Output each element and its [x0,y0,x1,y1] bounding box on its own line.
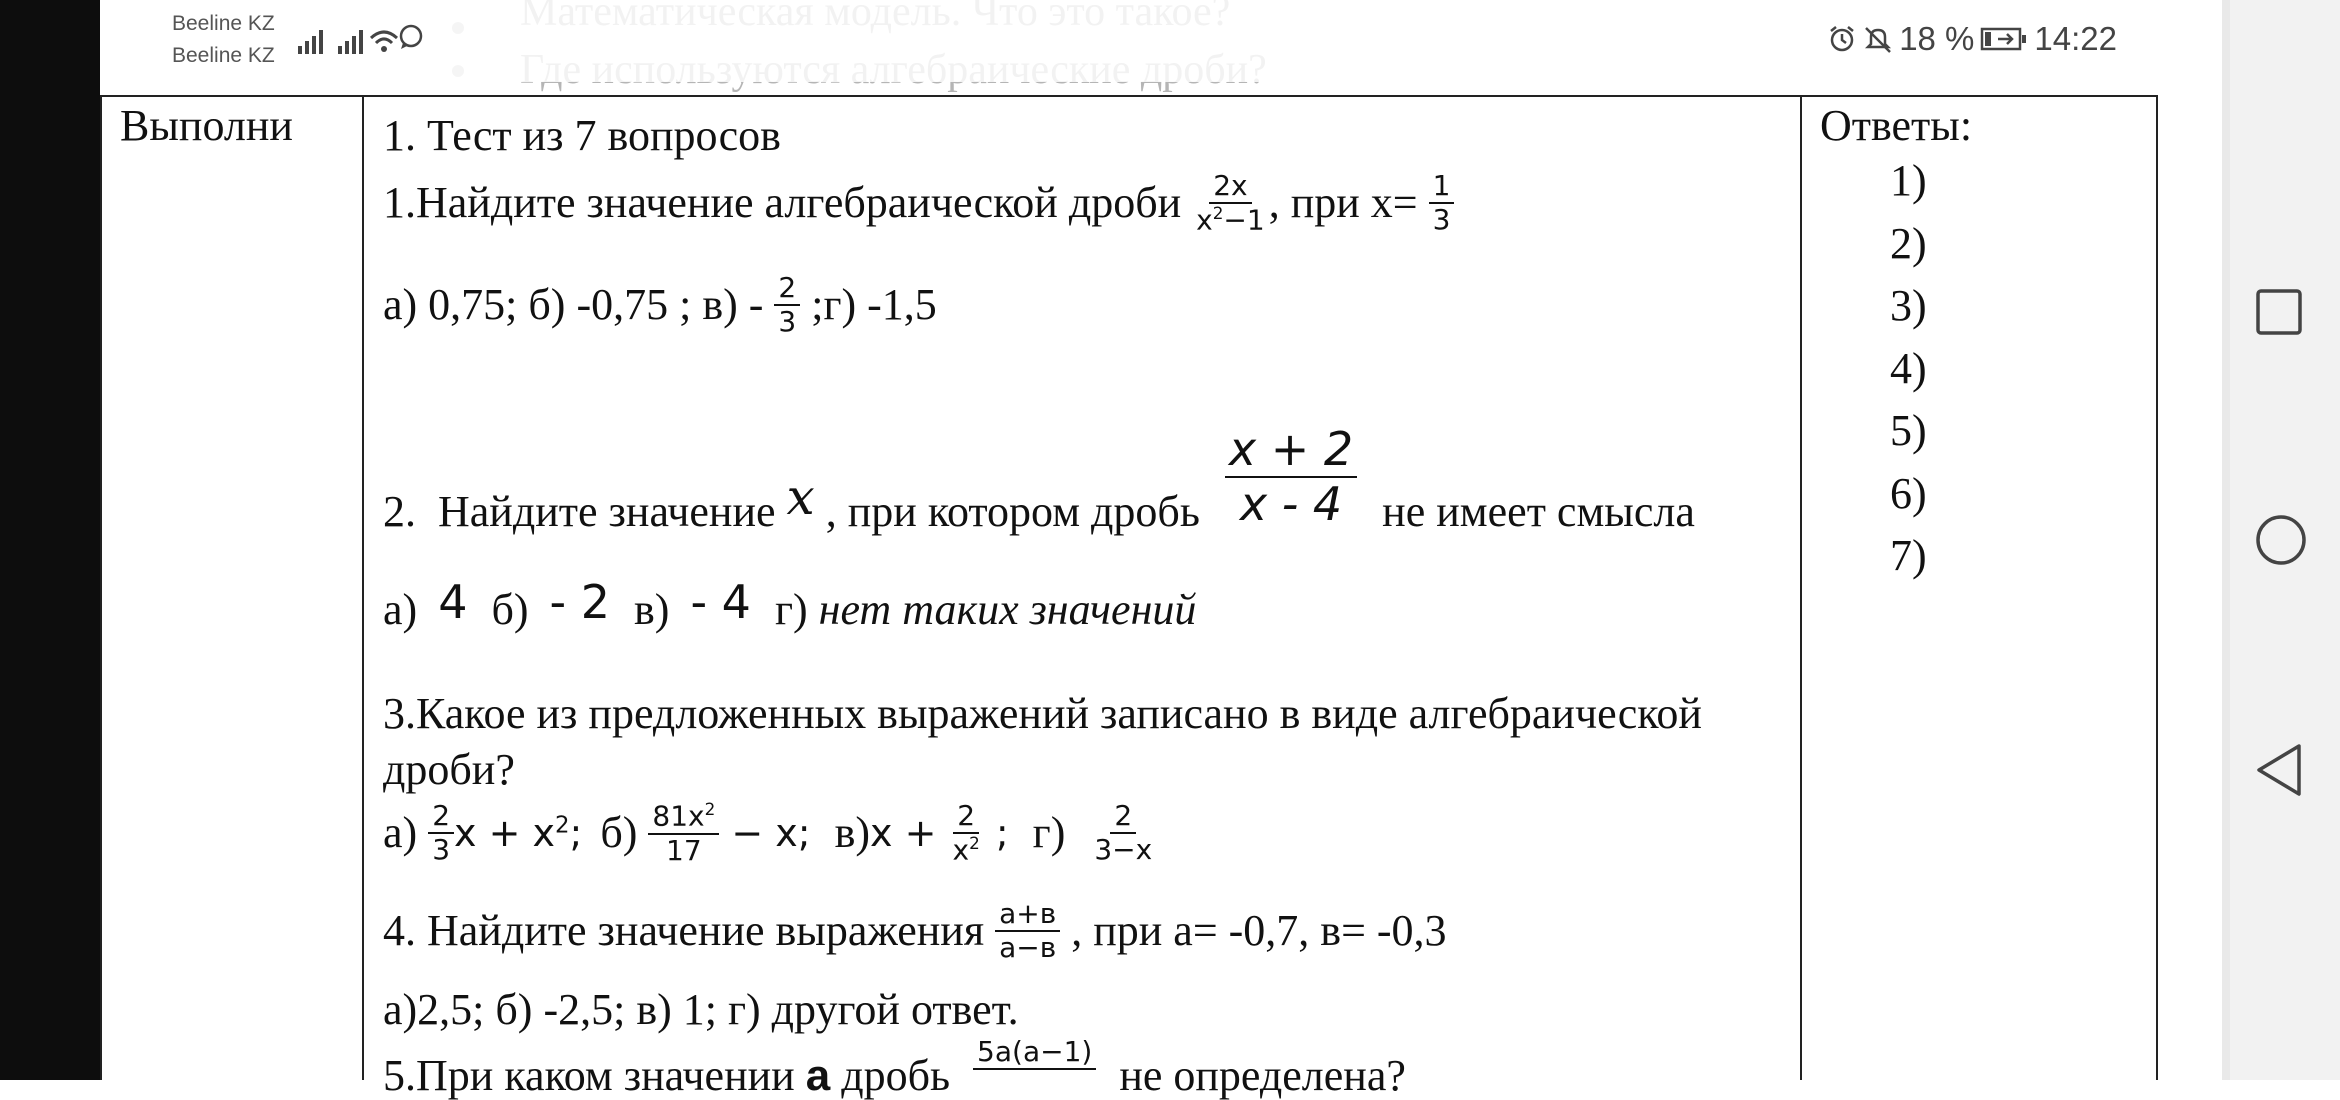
q4-fraction [995,898,1060,964]
signal-icon [298,30,323,54]
q3-b-tail: − x; [719,811,811,856]
q2-opt-c-value: - 4 [690,575,751,629]
answers-list [1890,155,1927,593]
q2-opt-b-value: - 2 [549,575,611,629]
q3-c-num: 2 [953,800,979,834]
q1-opt-den: 3 [778,305,797,339]
status-bar [100,0,2222,82]
status-right-group [1827,20,2117,58]
question-3-options [383,800,1156,867]
question-2 [383,420,1695,534]
q4-text-after: , при а= -0,7, в= -0,3 [1060,906,1447,956]
q1-den-base: x [1196,203,1213,237]
column-header-task: Выполни [120,101,293,150]
q3-c-end: ; [983,811,1009,856]
mute-icon [1863,24,1893,54]
q3-b-label: б) [600,808,649,858]
test-title: 1. Тест из 7 вопросов [383,111,781,160]
q3-a-den: 3 [432,833,451,867]
alarm-icon [1827,24,1857,54]
q3-b-fraction [648,800,719,867]
question-2-options [383,572,1196,632]
answer-slot: 6) [1890,468,1927,518]
question-1-options [383,272,937,338]
q3-b-num-base: 81x [652,799,705,833]
q2-opt-d-value: нет таких значений [818,585,1197,634]
q2-text-after: не имеет смысла [1371,487,1695,536]
clock-time: 14:22 [2034,20,2117,57]
recents-square-icon[interactable] [2255,288,2303,336]
wifi-icon [368,26,400,56]
q3-d-label: г) [1032,808,1077,858]
table-top-border [100,95,2158,97]
answer-slot: 3) [1890,281,1927,330]
q2-text-mid: , при котором дробь [814,487,1211,536]
q2-frac-den: x - 4 [1239,477,1343,531]
q5-text: 5.При каком значении [383,1051,806,1100]
question-5 [383,1036,1406,1098]
q1-text: 1.Найдите значение алгебраической дроби [383,178,1193,228]
table-right-border [2156,95,2158,1080]
q3-c-head: x + [870,811,949,856]
q3-b-num [648,800,719,835]
left-system-bar [0,0,100,1080]
q2-text: 2. Найдите значение [383,487,787,536]
table-left-border [100,95,102,1080]
answer-slot: 1) [1890,156,1927,205]
q5-frac-num: 5а(а−1) [973,1036,1096,1070]
answer-slot: 7) [1890,531,1927,580]
q3-d-den: 3−x [1094,833,1153,867]
q1-opt-num: 2 [774,272,800,306]
q1-text-mid: , при x= [1268,178,1429,228]
question-4-options: а)2,5; б) -2,5; в) 1; г) другой ответ. [383,985,1019,1034]
q3-a-fraction [428,800,454,866]
q3-b-num-exp: 2 [704,799,716,819]
q2-opt-a-value: 4 [438,575,468,629]
q5-variable: а [805,1051,831,1100]
q3-d-num: 2 [1110,800,1136,834]
navigation-bar [2230,0,2340,1080]
answer-slot: 4) [1890,343,1927,393]
home-circle-icon[interactable] [2255,514,2307,566]
q2-frac-num: x + 2 [1225,423,1357,478]
answer-slot: 5) [1890,406,1927,455]
q3-c-den-exp: 2 [969,833,980,854]
carrier-label-1: Beeline KZ [172,12,275,35]
carrier-label-2: Beeline KZ [172,44,275,67]
battery-charging-icon [1980,26,2028,52]
q1-fraction [1192,170,1269,237]
q3-c-den-base: x [952,833,970,867]
q3-a-num: 2 [428,800,454,834]
q1-x-num: 1 [1429,170,1455,204]
question-3-line-1: 3.Какое из предложенных выражений записано в виде алгебраической [383,689,1702,738]
q1-den-exp: 2 [1212,203,1224,224]
q1-options-text: а) 0,75; б) -0,75 ; в) - [383,280,775,330]
q2-fraction [1225,423,1357,531]
table-column-divider [1800,95,1802,1080]
q4-frac-num: а+в [995,898,1060,932]
q2-opt-c-label: в) [634,585,681,634]
q2-opt-a-label: а) [383,585,429,634]
q3-a-exp: 2 [555,812,570,839]
q3-c-label: в) [834,808,870,858]
back-triangle-icon[interactable] [2255,742,2303,798]
answer-slot: 2) [1890,218,1927,268]
q3-a-tail: x + x [454,811,555,856]
q3-a-expression [454,811,583,856]
q4-frac-den: а−в [999,931,1057,965]
q5-text-after: не определена? [1108,1051,1406,1100]
q3-d-fraction [1090,800,1156,866]
q2-opt-b-label: б) [491,585,540,634]
q5-fraction [973,1036,1096,1070]
signal-icon [338,30,363,54]
q1-x-fraction [1429,170,1455,236]
q2-variable: x [786,468,815,526]
whatsapp-icon [398,24,424,50]
q1-x-den: 3 [1432,203,1451,237]
q3-b-den: 17 [666,833,702,867]
question-4 [383,898,1447,964]
q3-c-fraction [949,800,984,867]
q3-a-end: ; [569,811,583,856]
q1-option-fraction [774,272,800,338]
table-column-divider [362,95,364,1080]
q3-c-den [949,834,984,867]
question-3-line-2: дроби? [383,745,515,794]
q1-options-tail: ;г) -1,5 [800,280,937,330]
q1-den-tail: −1 [1223,203,1265,237]
page-edge [2222,0,2230,1080]
q3-a-label: а) [383,808,429,858]
battery-percent: 18 % [1899,20,1975,57]
q4-text: 4. Найдите значение выражения [383,906,996,956]
question-1 [383,170,1454,237]
column-header-answers: Ответы: [1820,101,1973,150]
q2-opt-d-label: г) [774,585,819,634]
q5-text-mid: дробь [830,1051,962,1100]
q1-frac-den [1192,204,1269,237]
q1-frac-num: 2x [1209,170,1251,204]
